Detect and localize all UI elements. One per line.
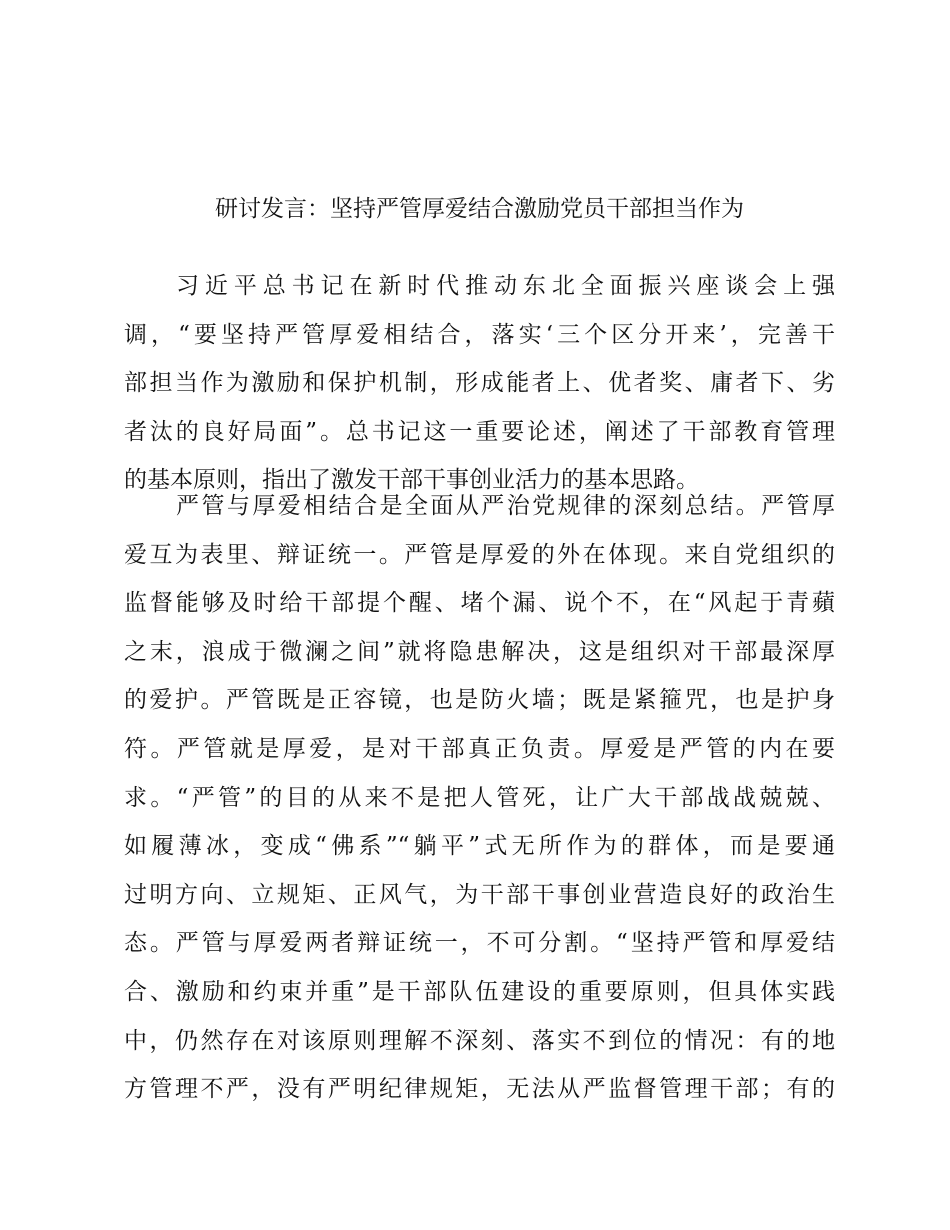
paragraph-line: 部担当作为激励和保护机制，形成能者上、优者奖、庸者下、劣 — [124, 370, 835, 397]
paragraph-line: 爱互为表里、辩证统一。严管是厚爱的外在体现。来自党组织的 — [124, 541, 835, 568]
paragraph-line: 调，“要坚持严管厚爱相结合，落实‘三个区分开来’，完善干 — [124, 321, 835, 348]
paragraph-line: 的爱护。严管既是正容镜，也是防火墙；既是紧箍咒，也是护身 — [124, 687, 835, 714]
paragraph-line: 中，仍然存在对该原则理解不深刻、落实不到位的情况：有的地 — [124, 1027, 835, 1054]
paragraph-line: 符。严管就是厚爱，是对干部真正负责。厚爱是严管的内在要 — [124, 735, 835, 762]
document-title: 研讨发言：坚持严管厚爱结合激励党员干部担当作为 — [215, 196, 744, 222]
paragraph-1 — [124, 262, 835, 505]
paragraph-line: 求。“严管”的目的从来不是把人管死，让广大干部战战兢兢、 — [124, 784, 835, 811]
paragraph-line: 的基本原则，指出了激发干部干事创业活力的基本思路。 — [124, 467, 699, 494]
paragraph-line: 监督能够及时给干部提个醒、堵个漏、说个不，在“风起于青蘋 — [124, 590, 835, 617]
paragraph-line: 习近平总书记在新时代推动东北全面振兴座谈会上强 — [176, 273, 835, 299]
paragraph-line: 者汰的良好局面”。总书记这一重要论述，阐述了干部教育管理 — [124, 418, 835, 445]
paragraph-line: 严管与厚爱相结合是全面从严治党规律的深刻总结。严管厚 — [176, 493, 835, 519]
paragraph-line: 之末，浪成于微澜之间”就将隐患解决，这是组织对干部最深厚 — [124, 638, 835, 665]
paragraph-2 — [124, 482, 835, 1114]
paragraph-line: 如履薄冰，变成“佛系”“躺平”式无所作为的群体，而是要通 — [124, 833, 835, 860]
paragraph-line: 过明方向、立规矩、正风气，为干部干事创业营造良好的政治生 — [124, 881, 835, 908]
paragraph-line: 态。严管与厚爱两者辩证统一，不可分割。“坚持严管和厚爱结 — [124, 930, 835, 957]
paragraph-line: 方管理不严，没有严明纪律规矩，无法从严监督管理干部；有的 — [124, 1076, 835, 1103]
paragraph-line: 合、激励和约束并重”是干部队伍建设的重要原则，但具体实践 — [124, 978, 835, 1005]
